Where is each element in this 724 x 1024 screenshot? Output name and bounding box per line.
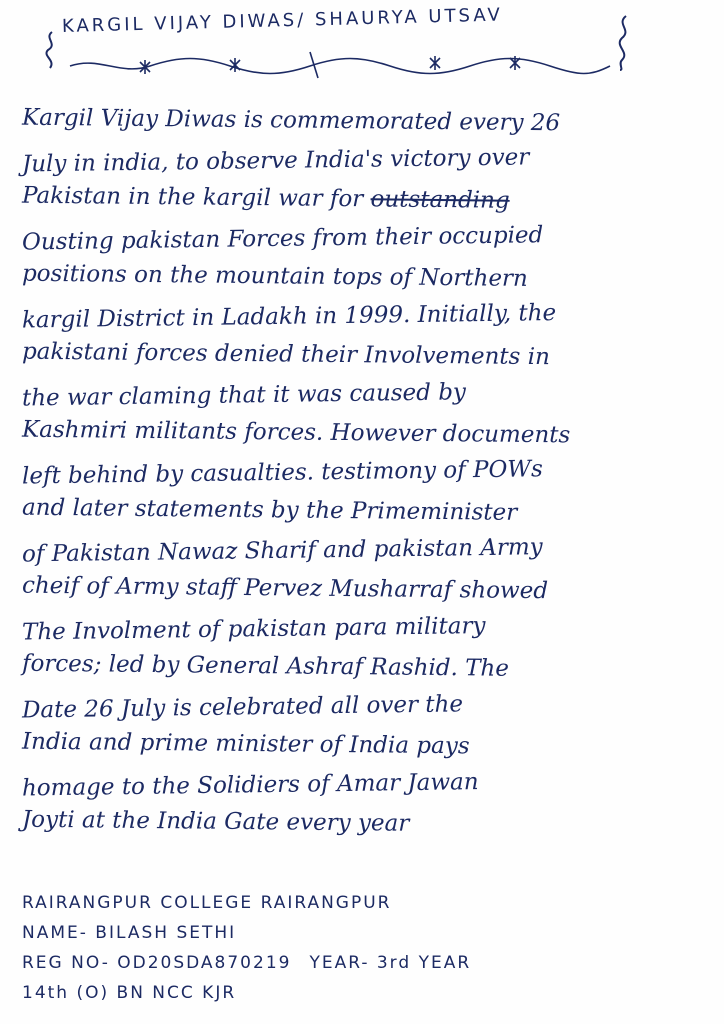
essay-line: India and prime minister of India pays bbox=[21, 728, 470, 760]
struck-word: outstanding bbox=[370, 186, 510, 214]
essay-line: the war claming that it was caused by bbox=[21, 379, 467, 412]
essay-line: Ousting pakistan Forces from their occupied bbox=[21, 222, 544, 256]
essay-line-text: Pakistan in the kargil war for bbox=[21, 182, 364, 213]
study-year: YEAR- 3rd YEAR bbox=[309, 953, 472, 973]
essay-line: left behind by casualties. testimony of POWs bbox=[21, 456, 543, 490]
registration-row bbox=[22, 948, 662, 978]
essay-line: positions on the mountain tops of Northern bbox=[21, 260, 528, 292]
essay-line: Date 26 July is celebrated all over the bbox=[21, 691, 464, 724]
essay-line: and later statements by the Primeminister bbox=[21, 494, 518, 526]
college-name: RAIRANGPUR COLLEGE RAIRANGPUR bbox=[22, 893, 392, 913]
title-underline-flourish bbox=[60, 48, 620, 84]
essay-line: cheif of Army staff Pervez Musharraf showed bbox=[21, 572, 549, 605]
ncc-unit: 14th (O) BN NCC KJR bbox=[22, 983, 237, 1003]
page-title: KARGIL VIJAY DIWAS/ SHAURYA UTSAV bbox=[61, 4, 504, 37]
essay-line: kargil District in Ladakh in 1999. Initially, the bbox=[21, 300, 557, 334]
essay-body bbox=[22, 102, 662, 843]
essay-line: pakistani forces denied their Involvements in bbox=[21, 338, 551, 371]
registration-number: REG NO- OD20SDA870219 bbox=[22, 953, 292, 973]
essay-line: Kashmiri militants forces. However documents bbox=[21, 416, 571, 449]
essay-line: forces; led by General Ashraf Rashid. The bbox=[21, 650, 510, 682]
essay-line: Joyti at the India Gate every year bbox=[21, 806, 410, 837]
title-flourish-left-icon bbox=[40, 30, 62, 70]
essay-line: homage to the Solidiers of Amar Jawan bbox=[21, 769, 479, 802]
essay-line: The Involment of pakistan para military bbox=[21, 612, 486, 646]
student-name: NAME- BILASH SETHI bbox=[22, 923, 237, 943]
essay-line: of Pakistan Nawaz Sharif and pakistan Army bbox=[21, 534, 543, 568]
essay-line: Kargil Vijay Diwas is commemorated every 26 bbox=[21, 104, 561, 137]
author-details bbox=[22, 888, 662, 1008]
essay-line: July in india, to observe India's victory over bbox=[21, 144, 530, 178]
